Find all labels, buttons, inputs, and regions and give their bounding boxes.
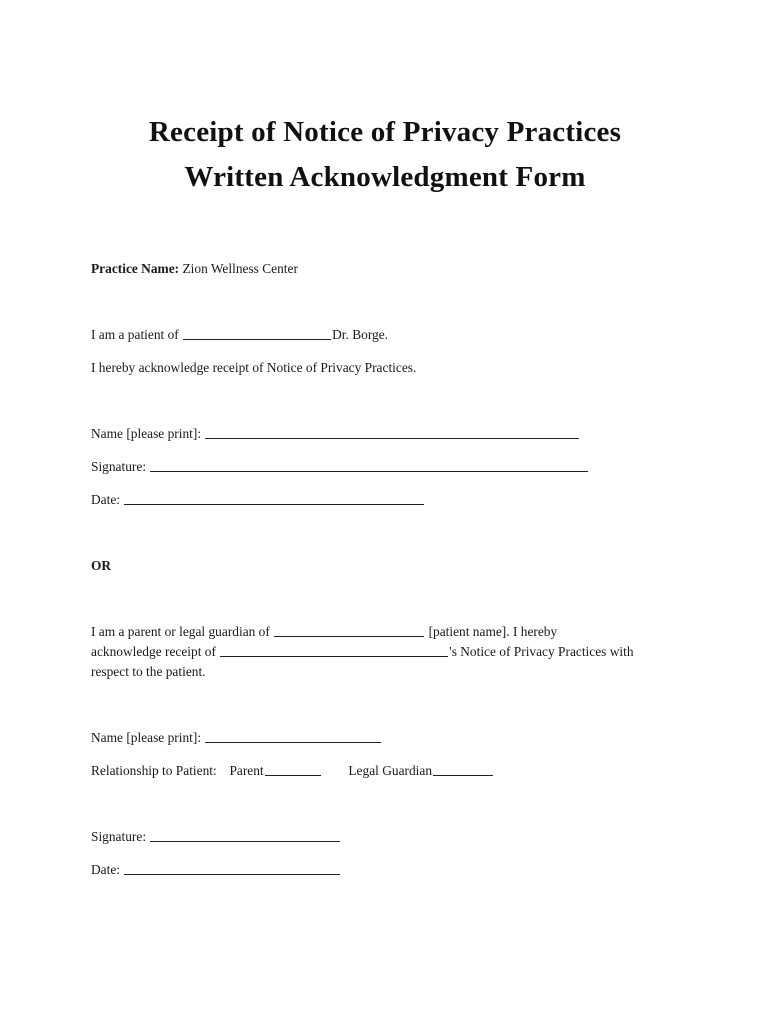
parent-field[interactable]	[265, 762, 321, 776]
patient-of-blank[interactable]	[183, 326, 331, 340]
date-row-2	[91, 860, 341, 880]
legal-guardian-label: Legal Guardian	[348, 763, 433, 778]
patient-name-field[interactable]	[274, 623, 424, 637]
date-field-2[interactable]	[124, 861, 340, 875]
date-label-1: Date:	[91, 492, 120, 507]
name-print-field-2[interactable]	[205, 729, 381, 743]
form-title-line-2: Written Acknowledgment Form	[184, 161, 586, 193]
relationship-label: Relationship to Patient:	[91, 763, 217, 778]
practice-name-row	[91, 259, 298, 279]
acknowledge-receipt-row	[91, 642, 634, 662]
guardian-row	[91, 622, 557, 642]
date-row-1	[91, 490, 425, 510]
name-print-label-2: Name [please print]:	[91, 730, 202, 745]
name-print-row-2	[91, 728, 382, 748]
date-label-2: Date:	[91, 862, 120, 877]
or-separator	[91, 556, 111, 576]
patient-of-label: I am a patient of	[91, 327, 179, 342]
signature-field-1[interactable]	[150, 458, 588, 472]
form-title-line-1: Receipt of Notice of Privacy Practices	[148, 116, 622, 148]
legal-guardian-field[interactable]	[433, 762, 493, 776]
relationship-row	[91, 761, 494, 781]
date-field-1[interactable]	[124, 491, 424, 505]
name-print-field-1[interactable]	[205, 425, 579, 439]
doctor-name: Dr. Borge.	[332, 327, 389, 342]
signature-label-2: Signature:	[91, 829, 147, 844]
signature-row-2	[91, 827, 341, 847]
or-label: OR	[91, 558, 112, 573]
patient-of-row	[91, 325, 388, 345]
signature-label-1: Signature:	[91, 459, 147, 474]
practice-name-label: Practice Name:	[91, 261, 180, 276]
notice-of-practices-text: 's Notice of Privacy Practices with	[449, 644, 634, 659]
acknowledge-statement: I hereby acknowledge receipt of Notice of Privacy Practices.	[91, 360, 417, 375]
patient-name-hint: [patient name]. I hereby	[428, 624, 558, 639]
respect-text: respect to the patient.	[91, 664, 206, 679]
name-print-row-1	[91, 424, 580, 444]
acknowledge-receipt-label: acknowledge receipt of	[91, 644, 216, 659]
parent-label: Parent	[229, 763, 264, 778]
provider-name-field[interactable]	[220, 643, 448, 657]
name-print-label-1: Name [please print]:	[91, 426, 202, 441]
guardian-label: I am a parent or legal guardian of	[91, 624, 270, 639]
signature-field-2[interactable]	[150, 828, 340, 842]
practice-name-value: Zion Wellness Center	[182, 261, 298, 276]
signature-row-1	[91, 457, 589, 477]
